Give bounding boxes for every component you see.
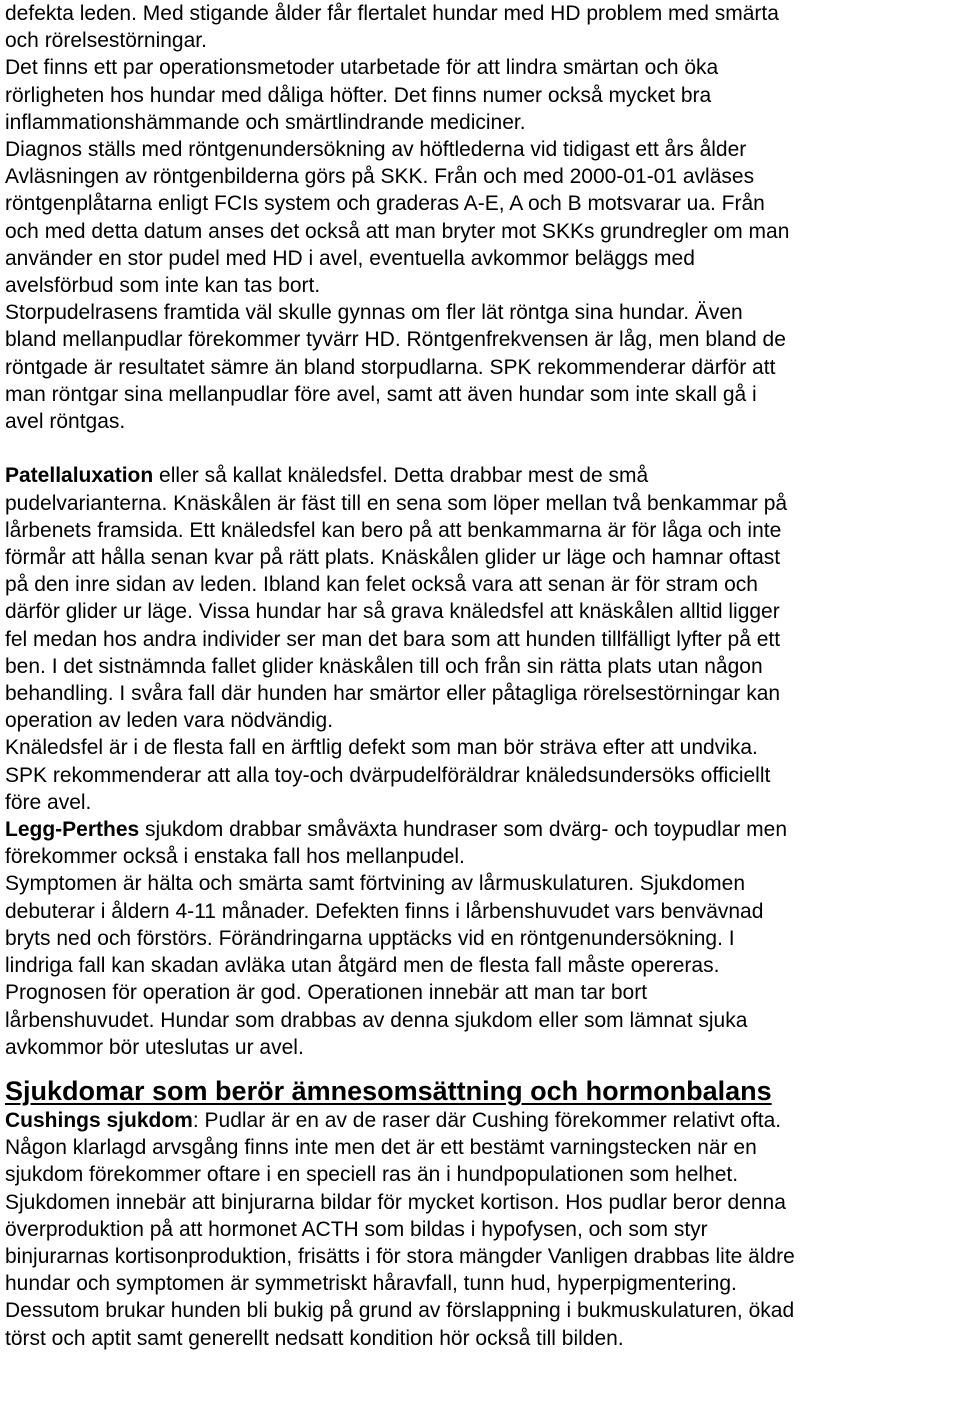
text-line: lårbenshuvudet. Hundar som drabbas av denna sjukdom eller som lämnat sjuka — [5, 1008, 748, 1032]
text-line: Sjukdomen innebär att binjurarna bildar för mycket kortison. Hos pudlar beror denna — [5, 1190, 786, 1214]
cushings-body — [5, 1134, 955, 1352]
section-heading: Sjukdomar som berör ämnesomsättning och hormonbalans — [5, 1075, 772, 1106]
text-line: rörligheten hos hundar med dåliga höfter. Det finns numer också mycket bra — [5, 83, 712, 107]
text-line: törst och aptit samt generellt nedsatt kondition hör också till bilden. — [5, 1326, 624, 1350]
cushings-term: Cushings sjukdom — [5, 1108, 193, 1132]
text-line: Någon klarlagd arvsgång finns inte men det är ett bestämt varningstecken när en — [5, 1136, 757, 1160]
patella-first-line — [5, 462, 955, 489]
text-line: och rörelsestörningar. — [5, 29, 207, 53]
legg-perthes-first-line — [5, 816, 955, 843]
section-gap — [5, 1061, 955, 1075]
patella-body — [5, 490, 955, 816]
text-line: förekommer också i enstaka fall hos mellanpudel. — [5, 845, 465, 869]
legg-perthes-intro: sjukdom drabbar småväxta hundraser som dvärg- och toypudlar men — [139, 818, 788, 842]
text-line: avel röntgas. — [5, 410, 126, 434]
text-line: hundar och symptomen är symmetriskt håravfall, tunn hud, hyperpigmentering. — [5, 1272, 737, 1296]
text-line: före avel. — [5, 790, 92, 814]
text-line: defekta leden. Med stigande ålder får flertalet hundar med HD problem med smärta — [5, 2, 779, 25]
patella-term: Patellaluxation — [5, 464, 154, 488]
text-line: operation av leden vara nödvändig. — [5, 709, 334, 733]
document-page — [5, 0, 955, 1352]
text-line: Diagnos ställs med röntgenundersökning av höftlederna vid tidigast ett års ålder — [5, 138, 747, 162]
hd-paragraph — [5, 0, 955, 435]
cushings-first-line — [5, 1107, 955, 1134]
text-line: Symptomen är hälta och smärta samt förtvining av lårmuskulaturen. Sjukdomen — [5, 872, 745, 896]
text-line: man röntgar sina mellanpudlar före avel, samt att även hundar som inte skall gå i — [5, 382, 757, 406]
text-line: använder en stor pudel med HD i avel, eventuella avkommor beläggs med — [5, 246, 695, 270]
text-line: binjurarnas kortisonproduktion, frisätts i för stora mängder Vanligen drabbas lite äldre — [5, 1244, 795, 1268]
text-line: inflammationshämmande och smärtlindrande mediciner. — [5, 110, 526, 134]
patella-paragraph — [5, 462, 955, 816]
legg-perthes-term: Legg-Perthes — [5, 818, 140, 842]
text-line: Det finns ett par operationsmetoder utarbetade för att lindra smärtan och öka — [5, 56, 719, 80]
text-line: bland mellanpudlar förekommer tyvärr HD. Röntgenfrekvensen är låg, men bland de — [5, 328, 786, 352]
text-line: fel medan hos andra individer ser man det bara som att hunden tillfälligt lyfter på ett — [5, 627, 781, 651]
text-line: SPK rekommenderar att alla toy-och dvärpudelföräldrar knäledsundersöks officiellt — [5, 763, 771, 787]
text-line: Storpudelrasens framtida väl skulle gynnas om fler lät röntga sina hundar. Även — [5, 301, 743, 325]
text-line: därför glider ur läge. Vissa hundar har så grava knäledsfel att knäskålen alltid ligger — [5, 600, 780, 624]
legg-perthes-paragraph — [5, 816, 955, 1061]
text-line: sjukdom förekommer oftare i en speciell ras än i hundpopulationen som helhet. — [5, 1163, 739, 1187]
text-line: på den inre sidan av leden. Ibland kan felet också vara att senan är för stram och — [5, 573, 758, 597]
text-line: Dessutom brukar hunden bli bukig på grund av förslappning i bukmuskulaturen, ökad — [5, 1299, 795, 1323]
text-line: överproduktion på att hormonet ACTH som bildas i hypofysen, och som styr — [5, 1217, 708, 1241]
text-line: förmår att hålla senan kvar på rätt plats. Knäskålen glider ur läge och hamnar oftast — [5, 546, 781, 570]
text-line: behandling. I svåra fall där hunden har smärtor eller påtagliga rörelsestörningar kan — [5, 682, 781, 706]
text-line: avkommor bör uteslutas ur avel. — [5, 1035, 304, 1059]
text-line: Prognosen för operation är god. Operationen innebär att man tar bort — [5, 981, 648, 1005]
text-line: röntgade är resultatet sämre än bland storpudlarna. SPK rekommenderar därför att — [5, 355, 776, 379]
text-line: Avläsningen av röntgenbilderna görs på SKK. Från och med 2000-01-01 avläses — [5, 165, 755, 189]
text-line: ben. I det sistnämnda fallet glider knäskålen till och från sin rätta plats utan någon — [5, 654, 763, 678]
legg-perthes-body — [5, 843, 955, 1061]
text-line: lårbenets framsida. Ett knäledsfel kan bero på att benkammarna är för låga och inte — [5, 518, 782, 542]
patella-intro: eller så kallat knäledsfel. Detta drabbar mest de små — [153, 464, 649, 488]
text-line: avelsförbud som inte kan tas bort. — [5, 274, 321, 298]
cushings-paragraph — [5, 1107, 955, 1352]
paragraph-gap — [5, 435, 955, 462]
text-line: debuterar i åldern 4-11 månader. Defekten finns i lårbenshuvudet vars benvävnad — [5, 899, 764, 923]
text-line: pudelvarianterna. Knäskålen är fäst till en sena som löper mellan två benkammar på — [5, 491, 788, 515]
text-line: röntgenplåtarna enligt FCIs system och graderas A-E, A och B motsvarar ua. Från — [5, 192, 765, 216]
text-line: lindriga fall kan skadan avläka utan åtgärd men de flesta fall måste opereras. — [5, 954, 720, 978]
text-line: bryts ned och förstörs. Förändringarna upptäcks vid en röntgenundersökning. I — [5, 926, 735, 950]
text-line: Knäledsfel är i de flesta fall en ärftlig defekt som man bör sträva efter att undvika. — [5, 736, 758, 760]
text-line: och med detta datum anses det också att man bryter mot SKKs grundregler om man — [5, 219, 790, 243]
cushings-intro: : Pudlar är en av de raser där Cushing förekommer relativt ofta. — [192, 1108, 782, 1132]
